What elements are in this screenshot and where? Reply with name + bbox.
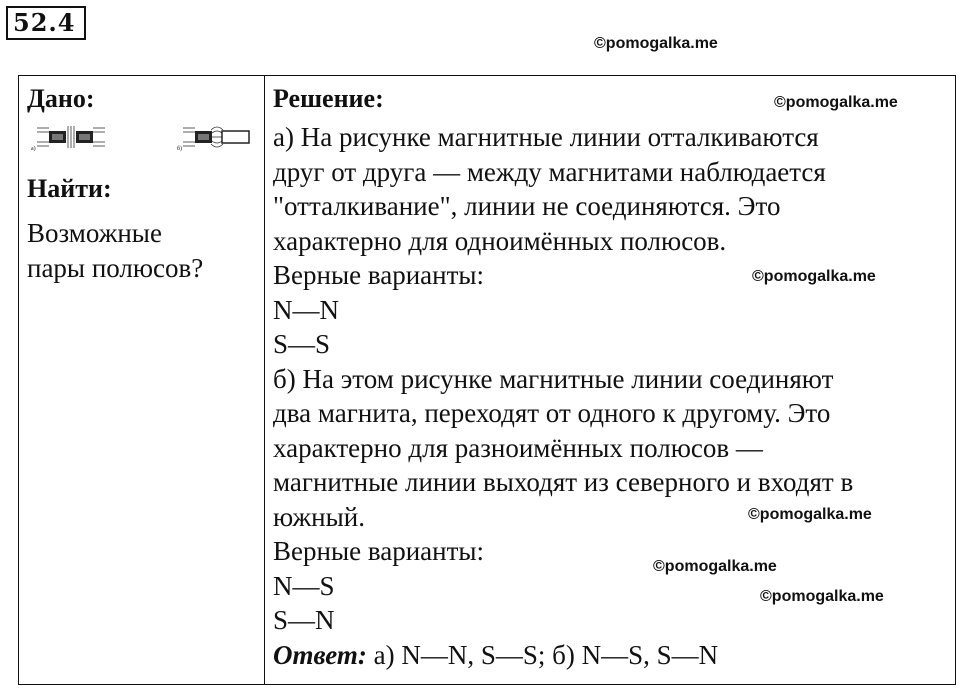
answer-text: а) N—N, S—S; б) N—S, S—N [366, 639, 719, 670]
watermark: ©pomogalka.me [774, 94, 898, 111]
find-line: пары полюсов? [27, 252, 204, 283]
figure-b-label: б) [177, 146, 183, 152]
watermark: ©pomogalka.me [752, 268, 876, 285]
answer-line [273, 638, 943, 673]
solution-body [273, 120, 943, 672]
given-column [27, 82, 259, 285]
solution-table [18, 75, 956, 685]
solution-heading: Решение: [273, 84, 384, 113]
solution-line: южный. [273, 501, 365, 532]
solution-column [273, 82, 943, 672]
variants-label: Верные варианты: [273, 536, 485, 566]
task-number: 52.4 [6, 6, 86, 40]
solution-line: характерно для разноимённых полюсов — [273, 432, 763, 463]
magnet-figure-a [35, 124, 107, 150]
watermark: ©pomogalka.me [594, 35, 718, 52]
solution-line: два магнита, переходят от одного к другому. Это [273, 398, 831, 428]
watermark: ©pomogalka.me [653, 558, 777, 575]
figure-a-label: а) [31, 146, 36, 152]
answer-label: Ответ: [273, 639, 367, 670]
variant-item: N—N [273, 294, 339, 325]
find-line: Возможные [27, 218, 162, 248]
magnet-figures [27, 118, 259, 170]
solution-line: друг от друга — между магнитами наблюдается [273, 156, 826, 187]
solution-line: а) На рисунке магнитные линии отталкиваются [273, 122, 819, 152]
variant-item: S—S [273, 329, 331, 359]
variant-item: N—S [273, 570, 335, 601]
watermark: ©pomogalka.me [760, 588, 884, 605]
watermark: ©pomogalka.me [748, 506, 872, 523]
magnet-figure-b [181, 124, 253, 150]
variant-item: S—N [273, 605, 335, 635]
solution-line: магнитные линии выходят из северного и входят в [273, 467, 854, 497]
variants-label: Верные варианты: [273, 260, 485, 290]
given-heading: Дано: [27, 84, 95, 113]
solution-line: "отталкивание", линии не соединяются. Это [273, 191, 781, 221]
solution-line: б) На этом рисунке магнитные линии соединяют [273, 363, 834, 394]
column-divider [264, 76, 265, 684]
solution-line: характерно для одноимённых полюсов. [273, 225, 727, 256]
find-heading: Найти: [27, 174, 112, 203]
